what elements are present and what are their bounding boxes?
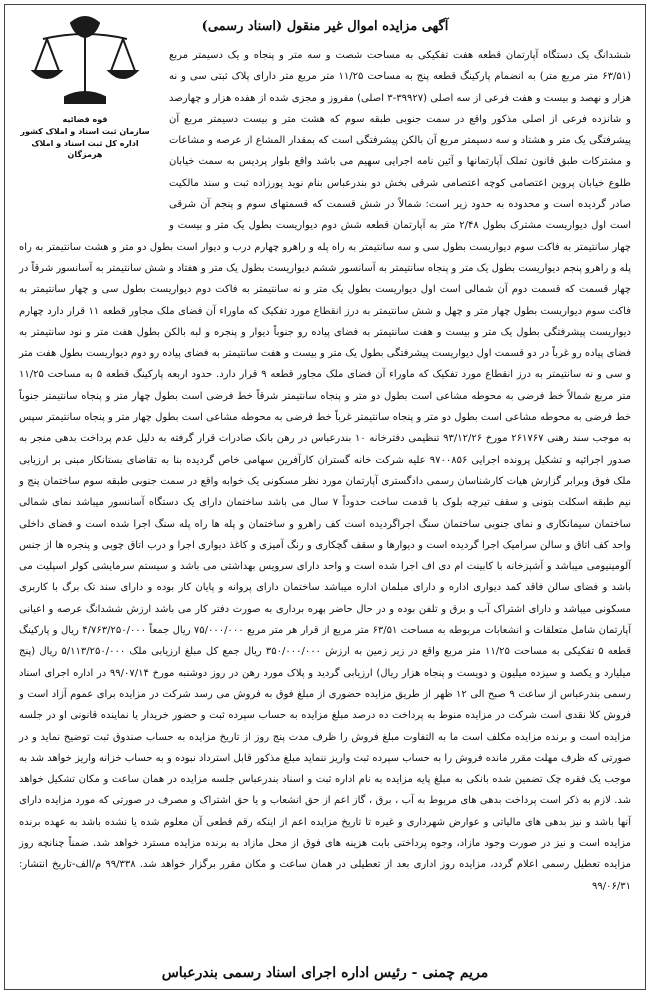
organization-name: سازمان ثبت اسناد و املاک کشور [20, 127, 150, 136]
notice-body [19, 45, 631, 953]
signature-line: مریم چمنی - رئیس اداره اجرای اسناد رسمی بندرعباس [161, 965, 489, 981]
notice-title: آگهی مزایده اموال غیر منقول (اسناد رسمی) [201, 19, 449, 34]
notice-paragraph: ششدانگ یک دستگاه آپارتمان قطعه هفت تفکیکی به مساحت شصت و سه متر و پنجاه و یک دسیمتر مربع (۶۳/۵۱ متر مربع متر) به انضمام پارکینگ قطعه پنج به مساحت ۱۱/۲۵ متر مربع متر دارای پلاک ثبتی سی و نه هزار و نهصد و بیست و هفت فرعی از سه اصلی (۳۹۹۲۷-۳ اصلی) مفروز و مجزی شده از هفده هزار و چهارصد و شانزده فرعی از اصلی مذکور واقع در سمت جنوبی طبقه سوم که هشت متر و بیست دسیمتر مربع آن پیشرفتگی یک متر و هشتاد و سه دسیمتر مربع آن بالکن پیشرفتگی است که بمقدار المشاع از عرصه و مشاعات و مشترکات طبق قانون تملک آپارتمانها و آئین نامه اجرایی سهیم می باشد واقع بلوار پردیس به سمت خیابان طلوع خیابان پروین اعتصامی کوچه اعتصامی شرقی بخش دو بندرعباس بنام نوید پورزاده ثبت و سند مالکیت صادر گردیده است و محدوده به حدود زیر است: شمالاً در شش قسمت که قسمتهای سوم و پنجم آن شرقی است اول دیواریست مشترک بطول ۲/۴۸ متر به آپارتمان قطعه شش دوم دیواریست بطول یک متر و بیست و چهار سانتیمتر به فاکت سوم دیواریست بطول سی و سه سانتیمتر به راه پله و راهرو چهارم درب و دیوار است بطول دو متر و هشت سانتیمتر به راه پله و راهرو پنجم دیواریست بطول یک متر و پنجاه سانتیمتر به آسانسور ششم دیواریست بطول یک متر و هفتاد و شش سانتیمتر به آسانسور شرقاً در چهار قسمت که قسمت دوم آن شمالی است اول دیواریست بطول یک متر و نه سانتیمتر به فاکت دوم دیواریست بطول سی و چهار سانتیمتر به فاکت سوم دیواریست بطول چهار متر و چهل و شش سانتیمتر به درز انقطاع مورد تفکیک که ماوراء آن فضای ملک مجاور قطعه ۱۱ قرار دارد چهارم دیواریست پیشرفتگی بطول یک متر و بیست و هفت سانتیمتر به فضای پیاده رو جنوباً دیوار و پنجره و لبه بالکن بطول هفت متر و نود سانتیمتر به فضای پیاده رو غرباً در دو قسمت اول دیواریست پیشرفتگی بطول یک متر و بیست و هفت سانتیمتر به فضای پیاده رو دوم دیواریست بطول هفت متر و سی و نه سانتیمتر به درز انقطاع مورد تفکیک که ماوراء آن فضای ملک مجاور قطعه ۹ قرار دارد. حدود اربعه پارکینگ قطعه ۵ به مساحت ۱۱/۲۵ متر مربع شمالاً خط فرضی به محوطه مشاعی است بطول دو متر و پنجاه سانتیمتر شرقاً خط فرضی است بطول چهار متر و پنجاه سانتیمتر جنوباً خط فرضی به محوطه مشاعی است بطول دو متر و پنجاه سانتیمتر غرباً خط فرضی به محوطه مشاعی است بطول چهار متر و پنجاه سانتیمتر سپس به موجب سند رهنی ۲۶۱۷۶۷ مورخ ۹۳/۱۲/۲۶ تنظیمی دفترخانه ۱۰ بندرعباس در رهن بانک صادرات قرار گرفته به دلیل عدم پرداخت بدهی منجر به صدور اجرائیه و تشکیل پرونده اجرایی ۹۷۰۰۸۵۶ علیه شرکت خانه گستران کارآفرین سهامی خاص گردیده بنا به تقاضای بستانکار مبنی بر ارزیابی ملک فوق وبرابر گزارش هیات کارشناسان رسمی دادگستری آپارتمان مورد نظر مسکونی یک خوابه واقع در سمت جنوبی طبقه سوم ساختمان پنج و نیم طبقه اسکلت بتونی و سقف تیرچه بلوک با قدمت ساخت حدوداً ۷ سال می باشد ساختمان دارای یک دستگاه آسانسور میباشد نمای شمالی ساختمان سیمانکاری و نمای جنوبی ساختمان سنگ اجراگردیده است کف راهرو و ساختمان و پله ها راه پله سنگ اجرا شده است و فضای داخلی واحد کف اتاق و سالن سرامیک اجرا گردیده است و دیوارها و سقف گچکاری و رنگ آمیزی و کاغذ دیواری اجرا و درب اتاق چوبی و پنجره ها از جنس آلومینیومی میباشد و آشپزخانه با کابینت ام دی اف اجرا شده است و واحد دارای سرویس بهداشتی می باشد و سیستم سرمایشی کولر اسپلیت می باشد و فضای سالن فاقد کمد دیواری اداره و دارای مبلمان اداره میباشد ساختمان دارای پروانه و پایان کار بوده و دارای سند تک برگ با کاربری مسکونی میباشد و دارای اشتراک آب و برق و تلفن بوده و در حال حاضر بهره برداری به صورت دفتر کار می باشد ارزش ششدانگ عرصه و اعیانی آپارتمان شامل متعلقات و انشعابات مربوطه به مساحت ۶۳/۵۱ متر مربع از قرار هر متر مربع ۷۵/۰۰۰/۰۰۰ ریال جمعاً ۴/۷۶۳/۲۵۰/۰۰۰ ریال و پارکینگ قطعه ۵ تفکیکی به مساحت ۱۱/۲۵ متر مربع واقع در زیر زمین به ارزش ۳۵۰/۰۰۰/۰۰۰ ریال جمع کل مبلغ ارزیابی ملک ۵/۱۱۳/۲۵۰/۰۰۰ ریال (پنج میلیارد و یکصد و سیزده میلیون و دویست و پنجاه هزار ریال) ارزیابی گردید و پلاک مورد رهن در روز دوشنبه مورخ ۹۹/۰۷/۱۴ در اداره اجرای اسناد رسمی بندرعباس از ساعت ۹ صبح الی ۱۲ ظهر از طریق مزایده حضوری از مبلغ فوق به فروش می رسد شرکت در مزایده برای عموم آزاد است و فروش کلا نقدی است شرکت در مزایده منوط به پرداخت ده درصد مبلغ مزایده به حساب سپرده ثبت و حضور خریدار یا نماینده قانونی او در جلسه مزایده است و برنده مزایده مکلف است ما به التفاوت مبلغ فروش را ظرف مدت پنج روز از تاریخ مزایده به حساب صندوق ثبت توضیح نماید و در صورتی که ظرف مهلت مقرر مانده فروش را به حساب سپرده ثبت واریز ننماید مبلغ مذکور قابل استرداد نبوده و به حساب خزانه واریز خواهد شد به موجب یک فقره چک تضمین شده بانکی به مبلغ پایه مزایده به نام اداره ثبت و اسناد بندرعباس جلسه مزایده در همان ساعت و مکان تشکیل خواهد شد. لازم به ذکر است پرداخت بدهی های مربوط به آب ، برق ، گاز اعم از حق انشعاب و یا حق اشتراک و مصرف در صورتی که مورد مزایده دارای آنها باشد و نیز بدهی های مالیاتی و عوارض شهرداری و غیره تا تاریخ مزایده اعم از اینکه رقم قطعی آن معلوم شده یا نشده باشد به عهده برنده مزایده است و نیز در صورت وجود مازاد، وجوه پرداختی بابت هزینه های فوق از محل مازاد به برنده مزایده مسترد خواهد شد. ضمناً چنانچه روز مزایده تعطیل رسمی اعلام گردد، مزایده روز اداری بعد از تعطیلی در همان ساعت و مکان مقرر برگزار خواهد شد. ۹۹/۳۳۸ م/الف-تاریخ انتشار: ۹۹/۰۶/۳۱ [19, 50, 632, 892]
seal-motto: قوه قضائیه [62, 115, 108, 124]
department-name: اداره کل ثبت اسناد و املاک هرمزگان [31, 139, 139, 159]
notice-page [4, 4, 646, 990]
